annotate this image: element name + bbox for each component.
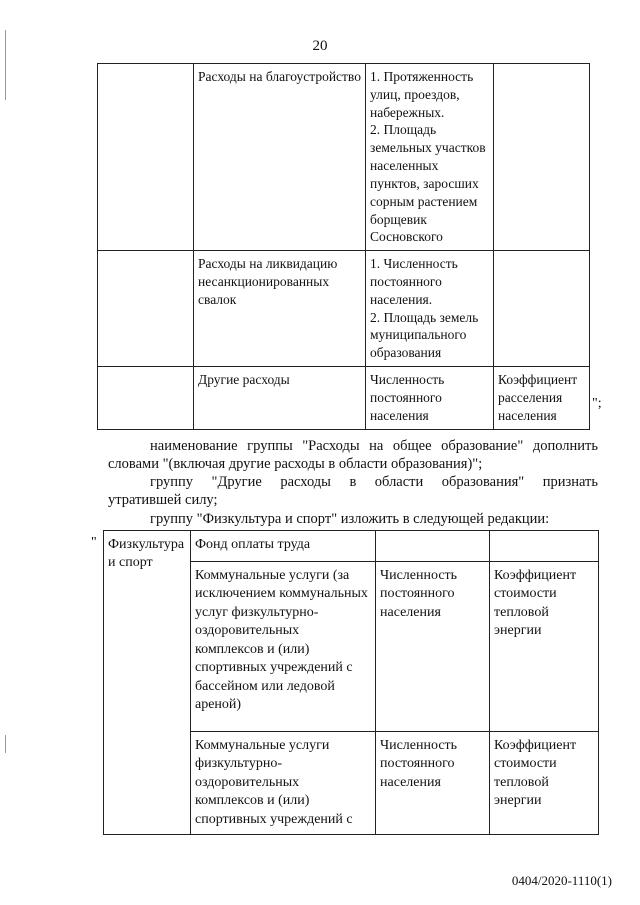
table-row	[98, 367, 590, 430]
paragraph-text: группу "Физкультура и спорт" изложить в следующей редакции:	[150, 511, 550, 527]
opening-quote-mark: "	[91, 535, 97, 550]
coefficient-cell: Коэффициент стоимости тепловой энергии	[490, 732, 599, 835]
table-row	[98, 64, 590, 251]
indicator-cell: Численность постоянного населения	[376, 732, 490, 835]
indicator-cell	[376, 531, 490, 562]
paragraph-general-education	[108, 437, 598, 473]
document-code: 0404/2020-1110(1)	[511, 873, 612, 888]
paragraph-text: утратившей силу;	[108, 492, 218, 508]
indicator-cell: Численность постоянного населения	[366, 367, 494, 430]
scan-edge-mark	[5, 735, 6, 753]
paragraph-text: группу "Другие расходы в области образования" признать	[150, 474, 598, 490]
coefficient-cell	[494, 64, 590, 251]
expense-name-cell: Другие расходы	[194, 367, 366, 430]
page-number: 20	[312, 38, 328, 54]
paragraph-sport-group	[108, 510, 598, 528]
indicator-cell: 1. Численность постоянного населения. 2. Площадь земель муниципального образования	[366, 251, 494, 367]
table-cell-empty	[98, 64, 194, 251]
coefficient-cell	[490, 531, 599, 562]
coefficient-cell: Коэффициент стоимости тепловой энергии	[490, 562, 599, 732]
paragraph-text: наименование группы "Расходы на общее образование" дополнить словами "(включая другие расходы в области образования)";	[108, 438, 598, 472]
sport-table	[103, 530, 599, 835]
indicator-cell: 1. Протяженность улиц, проездов, набережных. 2. Площадь земельных участков населенных пунктов, заросших сорным растением борщевик Сосновского	[366, 64, 494, 251]
expense-name-cell: Фонд оплаты труда	[191, 531, 376, 562]
expense-name-cell: Расходы на благоустройство	[194, 64, 366, 251]
table-row	[104, 531, 599, 562]
expense-name-cell: Коммунальные услуги физкультурно-оздоровительных комплексов и (или) спортивных учреждений с	[191, 732, 376, 835]
indicator-cell: Численность постоянного населения	[376, 562, 490, 732]
expense-name-cell: Расходы на ликвидацию несанкционированных свалок	[194, 251, 366, 367]
closing-quote-mark: ";	[592, 396, 602, 411]
paragraph-other-education-line2	[108, 491, 598, 509]
coefficient-cell: Коэффициент расселения населения	[494, 367, 590, 430]
coefficient-cell	[494, 251, 590, 367]
group-name-cell: Физкультура и спорт	[104, 531, 191, 835]
table-row	[98, 251, 590, 367]
paragraph-other-education-line1	[108, 473, 598, 491]
expenses-table-continued	[97, 63, 590, 430]
table-cell-empty	[98, 251, 194, 367]
expense-name-cell: Коммунальные услуги (за исключением коммунальных услуг физкультурно-оздоровительных комплексов и (или) спортивных учреждений с бассейном или ледовой ареной)	[191, 562, 376, 732]
table-cell-empty	[98, 367, 194, 430]
